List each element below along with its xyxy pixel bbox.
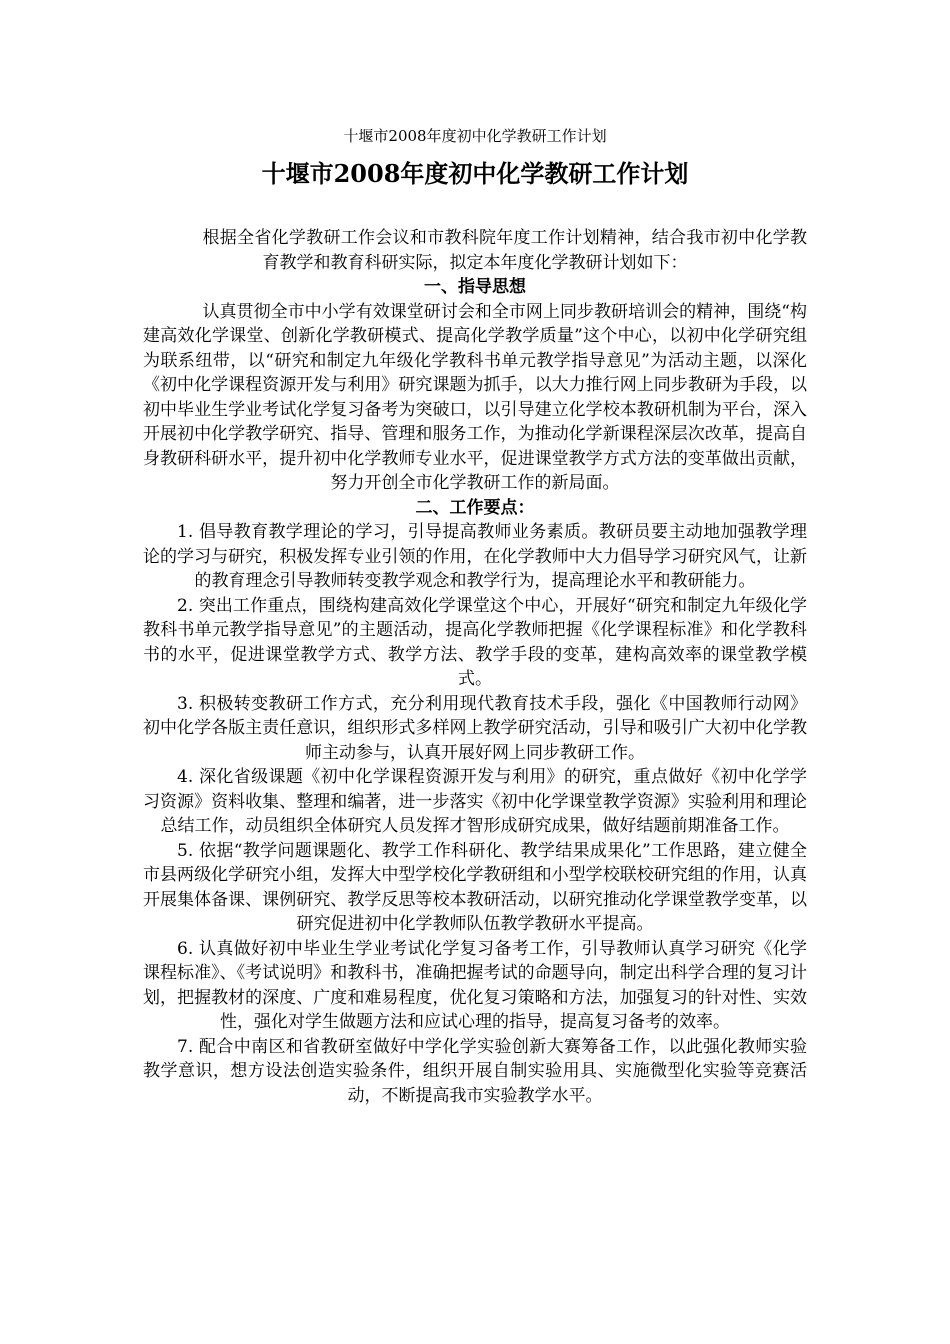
work-point-item: 3. 积极转变教研工作方式，充分利用现代教育技术手段，强化《中国教师行动网》初中化学各版主责任意识，组织形式多样网上教学研究活动，引导和吸引广大初中化学教师主动参与，认真开展好网上同步教研工作。: [143, 693, 807, 763]
work-point-item: 5. 依据“教学问题课题化、教学工作科研化、教学结果成果化”工作思路，建立健全市县两级化学研究小组，发挥大中型学校化学教研组和小型学校联校研究组的作用，认真开展集体备课、课例研究、教学反思等校本教研活动，以研究推动化学课堂教学变革，以研究促进初中化学教师队伍教学教研水平提高。: [143, 840, 807, 934]
document-header: 十堰市2008年度初中化学教研工作计划: [343, 127, 607, 145]
work-point-item: 7. 配合中南区和省教研室做好中学化学实验创新大赛筹备工作，以此强化教师实验教学意识，想方设法创造实验条件，组织开展自制实验用具、实施微型化实验等竞赛活动，不断提高我市实验教学水平。: [143, 1036, 807, 1106]
document-body: [143, 226, 807, 1108]
work-point-item: 1. 倡导教育教学理论的学习，引导提高教师业务素质。教研员要主动地加强教学理论的学习与研究，积极发挥专业引领的作用，在化学教师中大力倡导学习研究风气，让新的教育理念引导教师转变教学观念和教学行为，提高理论水平和教研能力。: [143, 522, 807, 591]
work-point-item: 6. 认真做好初中毕业生学业考试化学复习备考工作，引导教师认真学习研究《化学课程标准》、《考试说明》和教科书，准确把握考试的命题导向，制定出科学合理的复习计划，把握教材的深度、广度和难易程度，优化复习策略和方法，加强复习的针对性、实效性，强化对学生做题方法和应试心理的指导，提高复习备考的效率。: [143, 938, 807, 1032]
section-heading-guiding-ideas: 一、指导思想: [424, 277, 526, 297]
section-heading-work-points: 二、工作要点：: [415, 497, 535, 518]
work-point-item: 2. 突出工作重点，围绕构建高效化学课堂这个中心，开展好“研究和制定九年级化学教科书单元教学指导意见”的主题活动，提高化学教师把握《化学课程标准》和化学教科书的水平，促进课堂教学方式、教学方法、教学手段的变革，建构高效率的课堂教学模式。: [143, 595, 807, 689]
work-point-item: 4. 深化省级课题《初中化学课程资源开发与利用》的研究，重点做好《初中化学学习资源》资料收集、整理和编著，进一步落实《初中化学课堂教学资源》实验利用和理论总结工作，动员组织全体研究人员发挥才智形成研究成果，做好结题前期准备工作。: [143, 767, 807, 836]
intro-paragraph: 根据全省化学教研工作会议和市教科院年度工作计划精神，结合我市初中化学教育教学和教育科研实际，拟定本年度化学教研计划如下：: [202, 228, 807, 273]
document-title: 十堰市2008年度初中化学教研工作计划: [261, 159, 689, 188]
guiding-ideas-paragraph: 认真贯彻全市中小学有效课堂研讨会和全市网上同步教研培训会的精神，围绕“构建高效化学课堂、创新化学教研模式、提高化学教学质量”这个中心，以初中化学研究组为联系纽带，以“研究和制定九年级化学教科书单元教学指导意见”为活动主题，以深化《初中化学课程资源开发与利用》研究课题为抓手，以大力推行网上同步教研为手段，以初中毕业生学业考试化学复习备考为突破口，以引导建立化学校本教研机制为平台，深入开展初中化学教学研究、指导、管理和服务工作，为推动化学新课程深层次改革，提高自身教研科研水平，提升初中化学教师专业水平，促进课堂教学方式方法的变革做出贡献，努力开创全市化学教研工作的新局面。: [143, 301, 807, 493]
